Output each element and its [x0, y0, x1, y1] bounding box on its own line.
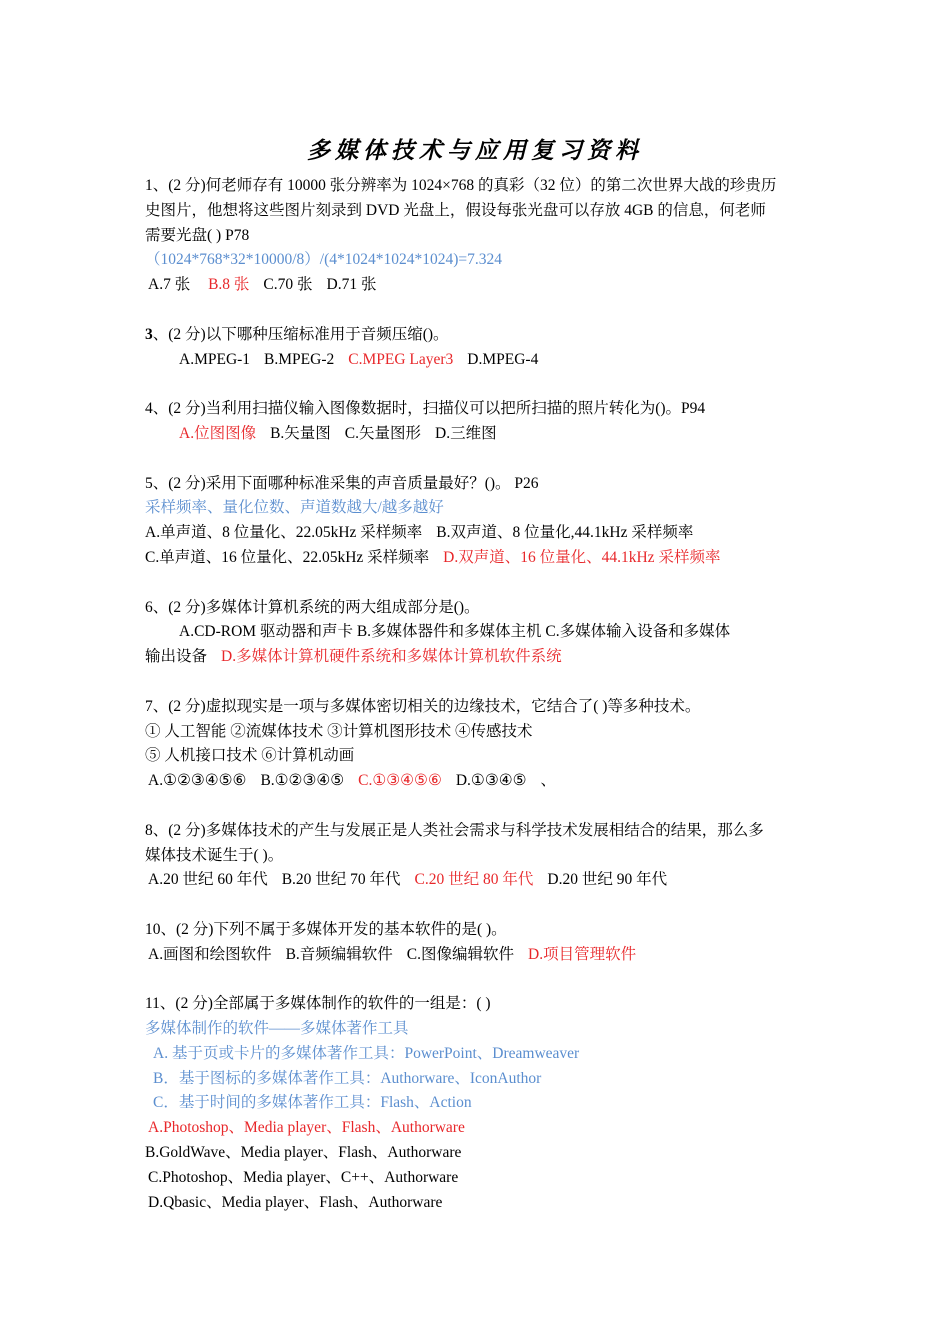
question-7-items-line-2: ⑤ 人机接口技术 ⑥计算机动画	[145, 747, 355, 765]
question-8-line-2: 媒体技术诞生于( )。	[145, 846, 284, 864]
option-a-answer: A.位图图像	[179, 424, 257, 442]
question-1-options	[145, 273, 810, 298]
question-10: 10、(2 分)下列不属于多媒体开发的基本软件的是( )。	[145, 920, 507, 938]
option-b: B.GoldWave、Media player、Flash、Authorware	[145, 1144, 462, 1162]
question-1-note: （1024*768*32*10000/8）/(4*1024*1024*1024)=7.324	[145, 251, 503, 269]
option-b: B.双声道、8 位量化,44.1kHz 采样频率	[436, 524, 694, 542]
question-3	[145, 323, 810, 348]
question-11: 11、(2 分)全部属于多媒体制作的软件的一组是：( )	[145, 995, 491, 1013]
option-b: B.音频编辑软件	[285, 945, 393, 963]
option-b: B.矢量图	[270, 424, 331, 442]
question-4-options	[145, 422, 810, 447]
option-d-answer: D.多媒体计算机硬件系统和多媒体计算机软件系统	[221, 648, 562, 666]
option-d-answer: D.双声道、16 位量化、44.1kHz 采样频率	[443, 548, 721, 566]
option-c: C.Photoshop、Media player、C++、Authorware	[148, 1168, 459, 1186]
option-a: A.20 世纪 60 年代	[148, 871, 268, 889]
option-c: C.图像编辑软件	[406, 945, 515, 963]
question-7-items-line-1: ① 人工智能 ②流媒体技术 ③计算机图形技术 ④传感技术	[145, 722, 533, 740]
option-a: A.画图和绘图软件	[148, 945, 272, 963]
question-7-options	[145, 769, 810, 794]
option-a: A.①②③④⑤⑥	[148, 772, 247, 790]
option-b: B.①②③④⑤	[260, 772, 345, 790]
option-c: C.单声道、16 位量化、22.05kHz 采样频率	[145, 548, 430, 566]
option-c: C.矢量图形	[344, 424, 422, 442]
option-a-answer: A.Photoshop、Media player、Flash、Authorware	[148, 1119, 465, 1137]
option-d: D.Qbasic、Media player、Flash、Authorware	[148, 1193, 443, 1211]
question-3-text: 、(2 分)以下哪种压缩标准用于音频压缩()。	[152, 325, 449, 343]
option-c-answer: C.①③④⑤⑥	[358, 772, 442, 790]
question-4: 4、(2 分)当利用扫描仪输入图像数据时，扫描仪可以把所扫描的照片转化为()。P94	[145, 400, 706, 418]
option-c-answer: C.MPEG Layer3	[348, 350, 454, 368]
option-a: A.单声道、8 位量化、22.05kHz 采样频率	[145, 524, 423, 542]
question-5: 5、(2 分)采用下面哪种标准采集的声音质量最好？()。 P26	[145, 474, 539, 492]
option-d: D.MPEG-4	[467, 350, 539, 368]
question-11-note-2: A. 基于页或卡片的多媒体著作工具：PowerPoint、Dreamweaver	[153, 1044, 580, 1062]
question-3-number: 3	[145, 325, 153, 343]
option-c-continued: 输出设备	[145, 648, 208, 666]
option-d: D.三维图	[435, 424, 497, 442]
option-d: D.71 张	[326, 276, 377, 294]
question-5-options-cd	[145, 546, 810, 571]
question-8-line-1: 8、(2 分)多媒体技术的产生与发展正是人类社会需求与科学技术发展相结合的结果，那么多	[145, 821, 764, 839]
question-11-note-3: B．基于图标的多媒体著作工具：Authorware、IconAuthor	[153, 1069, 542, 1087]
option-c: C.70 张	[263, 276, 313, 294]
option-b: B.MPEG-2	[264, 350, 335, 368]
option-c-answer: C.20 世纪 80 年代	[414, 871, 534, 889]
question-11-note-4: C．基于时间的多媒体著作工具：Flash、Action	[153, 1094, 472, 1112]
question-5-note: 采样频率、量化位数、声道数越大/越多越好	[145, 499, 444, 517]
question-5-options-ab	[145, 521, 810, 546]
option-a: A.MPEG-1	[179, 350, 251, 368]
question-8-options	[145, 868, 810, 893]
option-d: D.20 世纪 90 年代	[547, 871, 668, 889]
question-6-options-line-1: A.CD-ROM 驱动器和声卡 B.多媒体器件和多媒体主机 C.多媒体输入设备和多媒体	[179, 623, 731, 641]
question-3-options	[145, 348, 810, 373]
option-d: D.①③④⑤	[455, 772, 527, 790]
option-a: A.7 张	[148, 276, 191, 294]
question-6: 6、(2 分)多媒体计算机系统的两大组成部分是()。	[145, 598, 480, 616]
question-11-note-1: 多媒体制作的软件——多媒体著作工具	[145, 1020, 409, 1038]
question-1-line-1: 1、(2 分)何老师存有 10000 张分辨率为 1024×768 的真彩（32 位）的第二次世界大战的珍贵历	[145, 177, 777, 194]
question-1-line-3: 需要光盘( ) P78	[145, 226, 250, 244]
question-7: 7、(2 分)虚拟现实是一项与多媒体密切相关的边缘技术，它结合了( )等多种技术。	[145, 697, 701, 715]
question-1-line-2: 史图片，他想将这些图片刻录到 DVD 光盘上，假设每张光盘可以存放 4GB 的信息，何老师	[145, 201, 766, 219]
page-title: 多媒体技术与应用复习资料	[307, 137, 643, 164]
option-b-answer: B.8 张	[208, 276, 250, 294]
question-10-options	[145, 943, 810, 968]
document-body	[145, 174, 810, 1215]
trailing-mark: 、	[540, 772, 557, 790]
question-6-options-line-2	[145, 645, 810, 670]
option-b: B.20 世纪 70 年代	[281, 871, 401, 889]
option-d-answer: D.项目管理软件	[528, 945, 637, 963]
